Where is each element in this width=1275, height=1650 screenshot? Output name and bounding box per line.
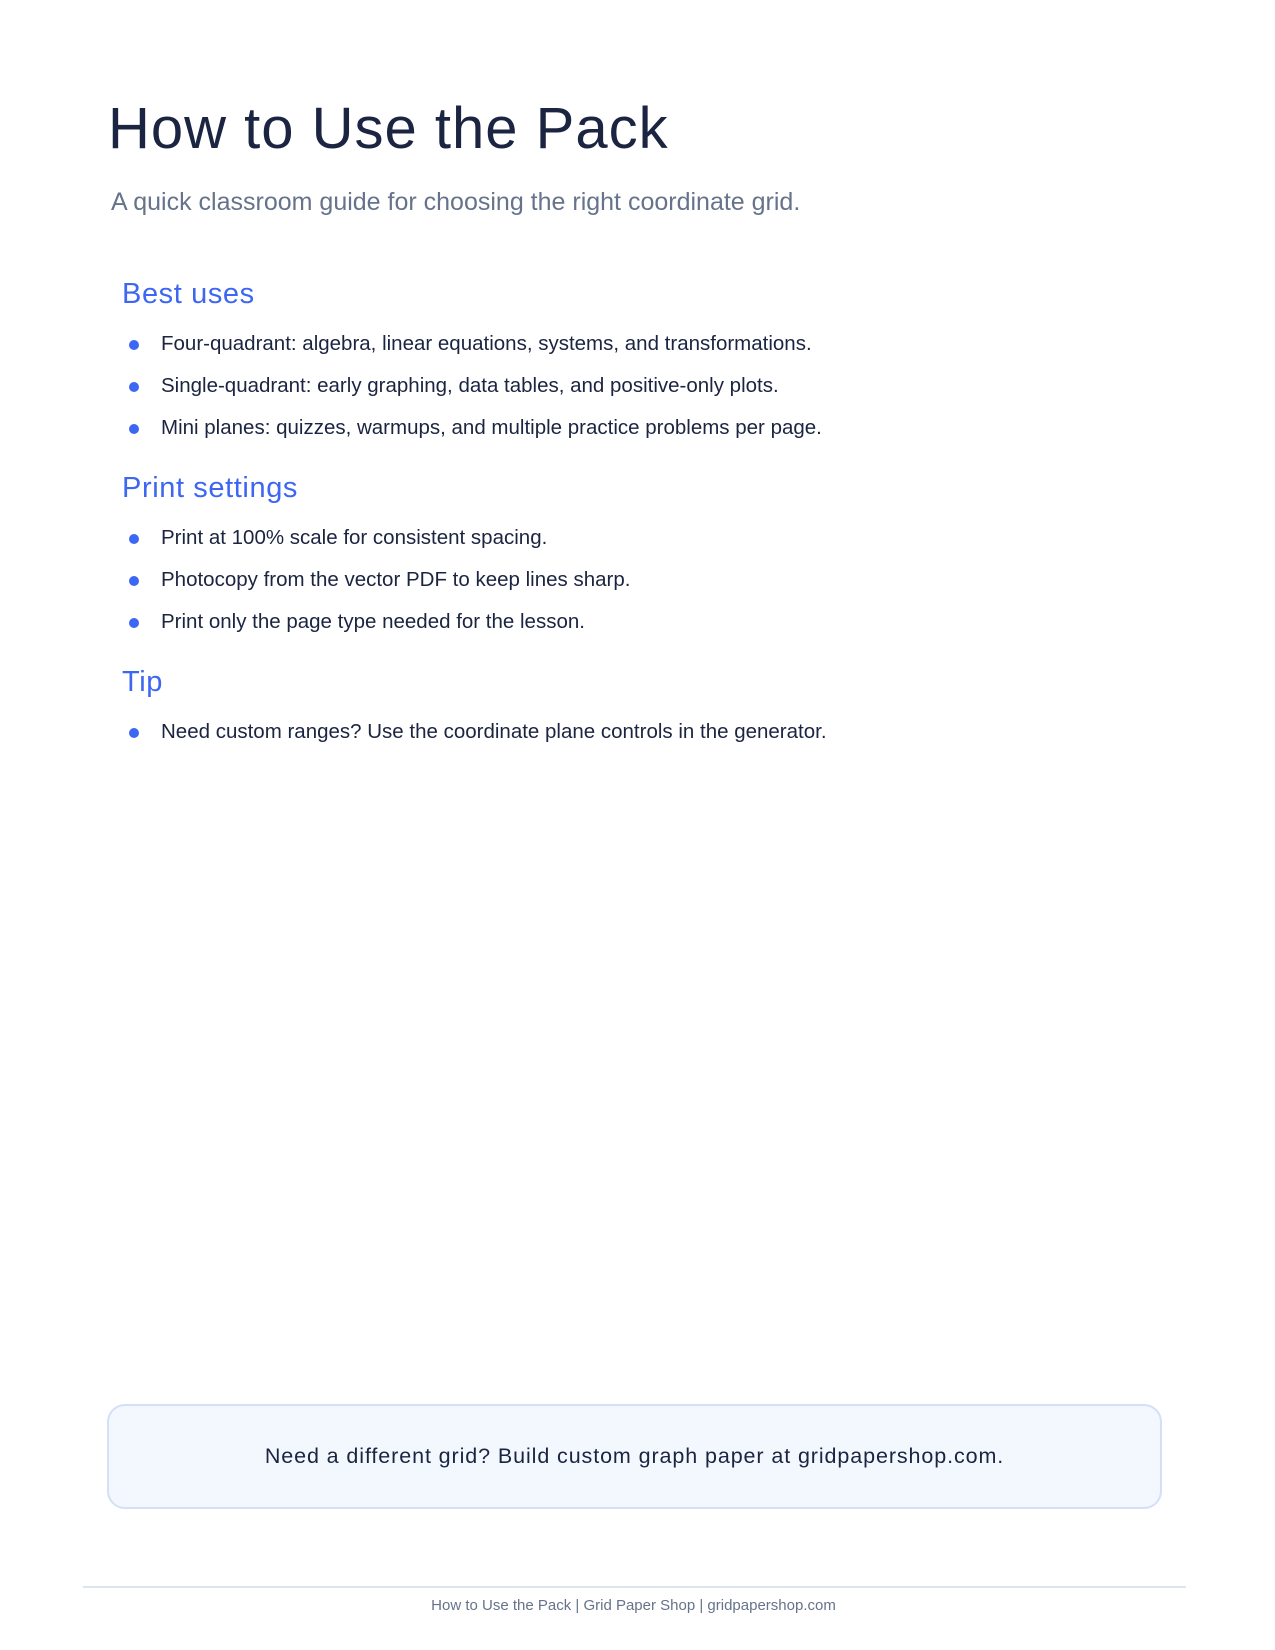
page-subtitle: A quick classroom guide for choosing the right coordinate grid.: [111, 188, 801, 216]
list-item: [122, 365, 1122, 407]
list-item-text: Single-quadrant: early graphing, data tables, and positive-only plots.: [161, 373, 779, 397]
list-item: [122, 601, 1122, 643]
bullet-dot-icon: [129, 534, 139, 544]
page-title: How to Use the Pack: [108, 96, 669, 161]
page-footer: How to Use the Pack | Grid Paper Shop | gridpapershop.com: [431, 1597, 836, 1614]
bullet-dot-icon: [129, 340, 139, 350]
list-item-text: Four-quadrant: algebra, linear equations, systems, and transformations.: [161, 331, 812, 355]
list-item: [122, 711, 1122, 753]
list-item: [122, 323, 1122, 365]
list-item: [122, 559, 1122, 601]
bullet-dot-icon: [129, 424, 139, 434]
bullet-dot-icon: [129, 382, 139, 392]
section-best-uses: [122, 277, 1122, 449]
bullet-list: [122, 711, 1122, 753]
section-print-settings: [122, 471, 1122, 643]
list-item-text: Mini planes: quizzes, warmups, and multiple practice problems per page.: [161, 415, 822, 439]
section-heading: Best uses: [122, 278, 255, 310]
list-item: [122, 407, 1122, 449]
section-heading: Print settings: [122, 472, 299, 504]
bullet-dot-icon: [129, 576, 139, 586]
list-item-text: Print at 100% scale for consistent spacing.: [161, 525, 548, 549]
footer-divider: [83, 1586, 1186, 1588]
bullet-dot-icon: [129, 618, 139, 628]
list-item: [122, 517, 1122, 559]
list-item-text: Need custom ranges? Use the coordinate plane controls in the generator.: [161, 719, 827, 743]
section-heading: Tip: [122, 666, 164, 698]
list-item-text: Photocopy from the vector PDF to keep lines sharp.: [161, 567, 631, 591]
bullet-list: [122, 517, 1122, 643]
promo-callout: [107, 1404, 1162, 1509]
bullet-dot-icon: [129, 728, 139, 738]
section-tip: [122, 665, 1122, 753]
promo-text: Need a different grid? Build custom graph paper at gridpapershop.com.: [264, 1444, 1005, 1468]
list-item-text: Print only the page type needed for the lesson.: [161, 609, 585, 633]
bullet-list: [122, 323, 1122, 449]
